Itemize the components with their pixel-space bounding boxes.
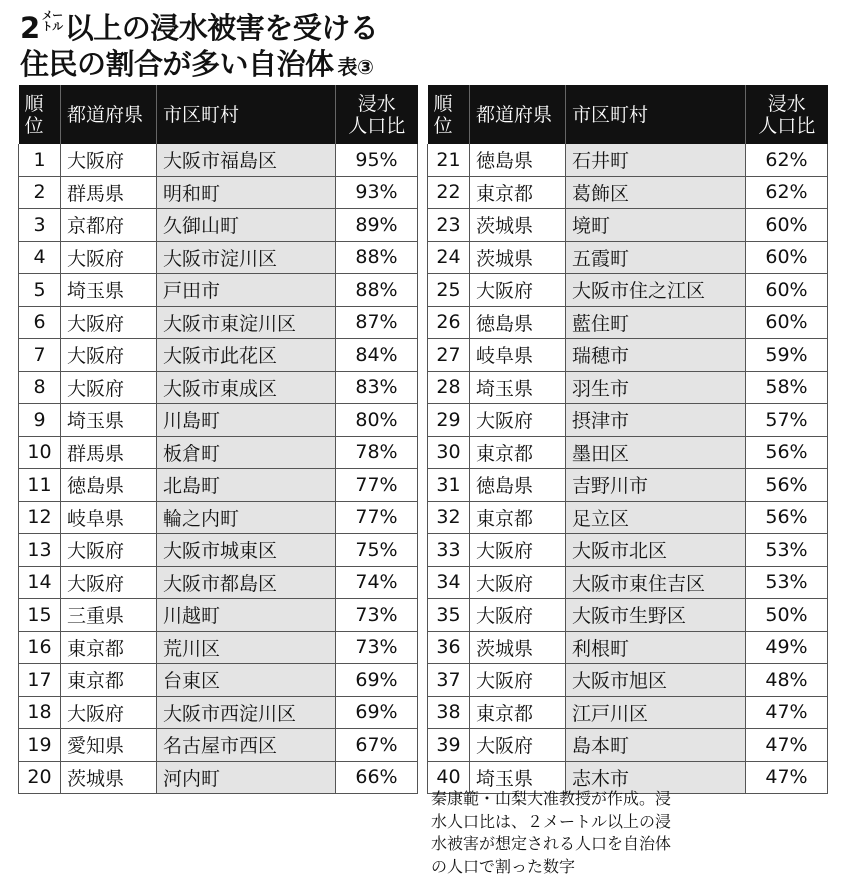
table-row	[19, 566, 418, 599]
table-row	[19, 664, 418, 697]
ratio-cell: 60%	[746, 241, 828, 274]
ratio-cell: 58%	[746, 371, 828, 404]
rank-cell: 10	[19, 436, 61, 469]
city-cell: 戸田市	[157, 274, 336, 307]
city-cell: 吉野川市	[566, 469, 746, 502]
city-cell: 久御山町	[157, 209, 336, 242]
table-row	[19, 306, 418, 339]
ratio-cell: 89%	[336, 209, 418, 242]
city-cell: 板倉町	[157, 436, 336, 469]
ratio-cell: 77%	[336, 469, 418, 502]
prefecture-cell: 茨城県	[470, 631, 566, 664]
city-cell: 名古屋市西区	[157, 729, 336, 762]
prefecture-cell: 茨城県	[61, 761, 157, 794]
ratio-cell: 56%	[746, 469, 828, 502]
city-cell: 葛飾区	[566, 176, 746, 209]
city-cell: 大阪市城東区	[157, 534, 336, 567]
page-title	[20, 6, 378, 47]
prefecture-cell: 大阪府	[61, 371, 157, 404]
rank-cell: 21	[428, 144, 470, 176]
table-row	[19, 761, 418, 794]
table-row	[19, 241, 418, 274]
prefecture-cell: 大阪府	[61, 534, 157, 567]
prefecture-cell: 東京都	[470, 696, 566, 729]
prefecture-cell: 大阪府	[61, 696, 157, 729]
city-cell: 大阪市北区	[566, 534, 746, 567]
rank-cell: 20	[19, 761, 61, 794]
rank-cell: 18	[19, 696, 61, 729]
city-cell: 利根町	[566, 631, 746, 664]
rank-cell: 13	[19, 534, 61, 567]
table-row	[19, 729, 418, 762]
city-cell: 摂津市	[566, 404, 746, 437]
header-row	[428, 85, 828, 144]
rank-cell: 9	[19, 404, 61, 437]
ratio-cell: 57%	[746, 404, 828, 437]
table-tag: 表③	[337, 55, 374, 79]
city-cell: 川島町	[157, 404, 336, 437]
table-row	[19, 631, 418, 664]
table-row	[19, 599, 418, 632]
city-cell: 五霞町	[566, 241, 746, 274]
table-row	[19, 209, 418, 242]
prefecture-cell: 大阪府	[470, 404, 566, 437]
city-cell: 輪之内町	[157, 501, 336, 534]
prefecture-cell: 大阪府	[470, 274, 566, 307]
ratio-cell: 60%	[746, 306, 828, 339]
prefecture-cell: 徳島県	[470, 144, 566, 176]
ratio-cell: 80%	[336, 404, 418, 437]
city-cell: 大阪市生野区	[566, 599, 746, 632]
ratio-cell: 67%	[336, 729, 418, 762]
prefecture-cell: 大阪府	[470, 729, 566, 762]
rank-cell: 19	[19, 729, 61, 762]
prefecture-cell: 群馬県	[61, 436, 157, 469]
city-cell: 大阪市西淀川区	[157, 696, 336, 729]
rank-cell: 28	[428, 371, 470, 404]
rank-cell: 40	[428, 761, 470, 794]
prefecture-cell: 大阪府	[470, 566, 566, 599]
table-row	[428, 631, 828, 664]
rank-cell: 32	[428, 501, 470, 534]
table-row	[19, 274, 418, 307]
ratio-cell: 78%	[336, 436, 418, 469]
header-prefecture: 都道府県	[61, 85, 157, 144]
table-row	[19, 339, 418, 372]
city-cell: 境町	[566, 209, 746, 242]
ratio-cell: 56%	[746, 501, 828, 534]
ratio-cell: 77%	[336, 501, 418, 534]
prefecture-cell: 大阪府	[470, 599, 566, 632]
table-row	[428, 209, 828, 242]
ranking-table-left	[18, 85, 418, 794]
ratio-cell: 87%	[336, 306, 418, 339]
table-row	[428, 664, 828, 697]
ratio-cell: 56%	[746, 436, 828, 469]
table-row	[428, 501, 828, 534]
table-row	[19, 371, 418, 404]
ratio-cell: 59%	[746, 339, 828, 372]
city-cell: 北島町	[157, 469, 336, 502]
city-cell: 足立区	[566, 501, 746, 534]
prefecture-cell: 東京都	[61, 664, 157, 697]
ratio-cell: 75%	[336, 534, 418, 567]
city-cell: 大阪市都島区	[157, 566, 336, 599]
ratio-cell: 47%	[746, 761, 828, 794]
prefecture-cell: 埼玉県	[470, 761, 566, 794]
rank-cell: 27	[428, 339, 470, 372]
rank-cell: 31	[428, 469, 470, 502]
prefecture-cell: 埼玉県	[470, 371, 566, 404]
city-cell: 藍住町	[566, 306, 746, 339]
table-row	[19, 469, 418, 502]
rank-cell: 16	[19, 631, 61, 664]
ranking-table-right	[427, 85, 828, 794]
header-city: 市区町村	[157, 85, 336, 144]
prefecture-cell: 三重県	[61, 599, 157, 632]
table-row	[19, 501, 418, 534]
prefecture-cell: 茨城県	[470, 241, 566, 274]
prefecture-cell: 東京都	[470, 436, 566, 469]
rank-cell: 37	[428, 664, 470, 697]
prefecture-cell: 群馬県	[61, 176, 157, 209]
prefecture-cell: 大阪府	[61, 144, 157, 176]
rank-cell: 17	[19, 664, 61, 697]
city-cell: 河内町	[157, 761, 336, 794]
rank-cell: 5	[19, 274, 61, 307]
city-cell: 大阪市此花区	[157, 339, 336, 372]
ratio-cell: 88%	[336, 241, 418, 274]
rank-cell: 24	[428, 241, 470, 274]
ratio-cell: 69%	[336, 664, 418, 697]
rank-cell: 26	[428, 306, 470, 339]
page-subtitle	[20, 42, 373, 83]
table-row	[19, 696, 418, 729]
city-cell: 志木市	[566, 761, 746, 794]
header-city: 市区町村	[566, 85, 746, 144]
prefecture-cell: 大阪府	[61, 306, 157, 339]
header-rank: 順 位	[428, 85, 470, 144]
table-row	[428, 696, 828, 729]
ratio-cell: 47%	[746, 729, 828, 762]
rank-cell: 30	[428, 436, 470, 469]
table-row	[19, 534, 418, 567]
table-row	[428, 371, 828, 404]
header-prefecture: 都道府県	[470, 85, 566, 144]
source-note: 秦康範・山梨大准教授が作成。浸 水人口比は、２メートル以上の浸 水被害が想定される人口を自治体 の人口で割った数字	[431, 789, 672, 876]
table-row	[428, 729, 828, 762]
rank-cell: 15	[19, 599, 61, 632]
title-unit	[42, 10, 63, 32]
ratio-cell: 50%	[746, 599, 828, 632]
city-cell: 墨田区	[566, 436, 746, 469]
table-row	[428, 176, 828, 209]
title-unit-bottom: トル	[41, 20, 63, 33]
table-row	[428, 436, 828, 469]
header-row	[19, 85, 418, 144]
rank-cell: 3	[19, 209, 61, 242]
ratio-cell: 66%	[336, 761, 418, 794]
ratio-cell: 74%	[336, 566, 418, 599]
prefecture-cell: 大阪府	[61, 241, 157, 274]
ratio-cell: 62%	[746, 144, 828, 176]
ratio-cell: 93%	[336, 176, 418, 209]
prefecture-cell: 岐阜県	[470, 339, 566, 372]
prefecture-cell: 大阪府	[470, 664, 566, 697]
rank-cell: 6	[19, 306, 61, 339]
prefecture-cell: 大阪府	[470, 534, 566, 567]
ratio-cell: 95%	[336, 144, 418, 176]
ratio-cell: 88%	[336, 274, 418, 307]
ratio-cell: 73%	[336, 599, 418, 632]
rank-cell: 2	[19, 176, 61, 209]
table-row	[428, 404, 828, 437]
table-row	[428, 599, 828, 632]
table-row	[19, 176, 418, 209]
prefecture-cell: 茨城県	[470, 209, 566, 242]
ratio-cell: 53%	[746, 566, 828, 599]
city-cell: 大阪市旭区	[566, 664, 746, 697]
rank-cell: 1	[19, 144, 61, 176]
city-cell: 大阪市福島区	[157, 144, 336, 176]
prefecture-cell: 大阪府	[61, 566, 157, 599]
table-row	[428, 241, 828, 274]
ratio-cell: 47%	[746, 696, 828, 729]
city-cell: 大阪市東成区	[157, 371, 336, 404]
ratio-cell: 60%	[746, 274, 828, 307]
header-ratio: 浸水 人口比	[336, 85, 418, 144]
prefecture-cell: 東京都	[470, 501, 566, 534]
city-cell: 大阪市淀川区	[157, 241, 336, 274]
title-unit-top: メー	[41, 9, 63, 22]
rank-cell: 25	[428, 274, 470, 307]
rank-cell: 38	[428, 696, 470, 729]
ratio-cell: 53%	[746, 534, 828, 567]
rank-cell: 14	[19, 566, 61, 599]
title-line2: 住民の割合が多い自治体	[20, 47, 334, 81]
title-line1-rest: 以上の浸水被害を受ける	[64, 11, 379, 45]
table-row	[19, 436, 418, 469]
header-ratio: 浸水 人口比	[746, 85, 828, 144]
ratio-cell: 49%	[746, 631, 828, 664]
table-row	[428, 339, 828, 372]
rank-cell: 12	[19, 501, 61, 534]
rank-cell: 34	[428, 566, 470, 599]
table-row	[428, 306, 828, 339]
table-row	[428, 144, 828, 176]
city-cell: 瑞穂市	[566, 339, 746, 372]
table-row	[428, 274, 828, 307]
rank-cell: 7	[19, 339, 61, 372]
city-cell: 石井町	[566, 144, 746, 176]
rank-cell: 35	[428, 599, 470, 632]
prefecture-cell: 埼玉県	[61, 274, 157, 307]
rank-cell: 8	[19, 371, 61, 404]
header-rank: 順 位	[19, 85, 61, 144]
ratio-cell: 69%	[336, 696, 418, 729]
rank-cell: 29	[428, 404, 470, 437]
ratio-cell: 62%	[746, 176, 828, 209]
rank-cell: 11	[19, 469, 61, 502]
ratio-cell: 48%	[746, 664, 828, 697]
table-row	[428, 534, 828, 567]
table-row	[19, 144, 418, 176]
ratio-cell: 83%	[336, 371, 418, 404]
prefecture-cell: 大阪府	[61, 339, 157, 372]
prefecture-cell: 京都府	[61, 209, 157, 242]
prefecture-cell: 徳島県	[470, 306, 566, 339]
prefecture-cell: 徳島県	[61, 469, 157, 502]
city-cell: 台東区	[157, 664, 336, 697]
city-cell: 荒川区	[157, 631, 336, 664]
prefecture-cell: 東京都	[470, 176, 566, 209]
rank-cell: 39	[428, 729, 470, 762]
prefecture-cell: 徳島県	[470, 469, 566, 502]
city-cell: 島本町	[566, 729, 746, 762]
rank-cell: 4	[19, 241, 61, 274]
table-row	[19, 404, 418, 437]
ratio-cell: 84%	[336, 339, 418, 372]
prefecture-cell: 東京都	[61, 631, 157, 664]
title-number: 2	[20, 11, 40, 45]
city-cell: 大阪市東住吉区	[566, 566, 746, 599]
rank-cell: 23	[428, 209, 470, 242]
ratio-cell: 60%	[746, 209, 828, 242]
city-cell: 大阪市住之江区	[566, 274, 746, 307]
city-cell: 川越町	[157, 599, 336, 632]
rank-cell: 33	[428, 534, 470, 567]
prefecture-cell: 埼玉県	[61, 404, 157, 437]
prefecture-cell: 岐阜県	[61, 501, 157, 534]
city-cell: 大阪市東淀川区	[157, 306, 336, 339]
prefecture-cell: 愛知県	[61, 729, 157, 762]
table-row	[428, 469, 828, 502]
rank-cell: 36	[428, 631, 470, 664]
rank-cell: 22	[428, 176, 470, 209]
ratio-cell: 73%	[336, 631, 418, 664]
city-cell: 江戸川区	[566, 696, 746, 729]
city-cell: 羽生市	[566, 371, 746, 404]
table-row	[428, 566, 828, 599]
city-cell: 明和町	[157, 176, 336, 209]
